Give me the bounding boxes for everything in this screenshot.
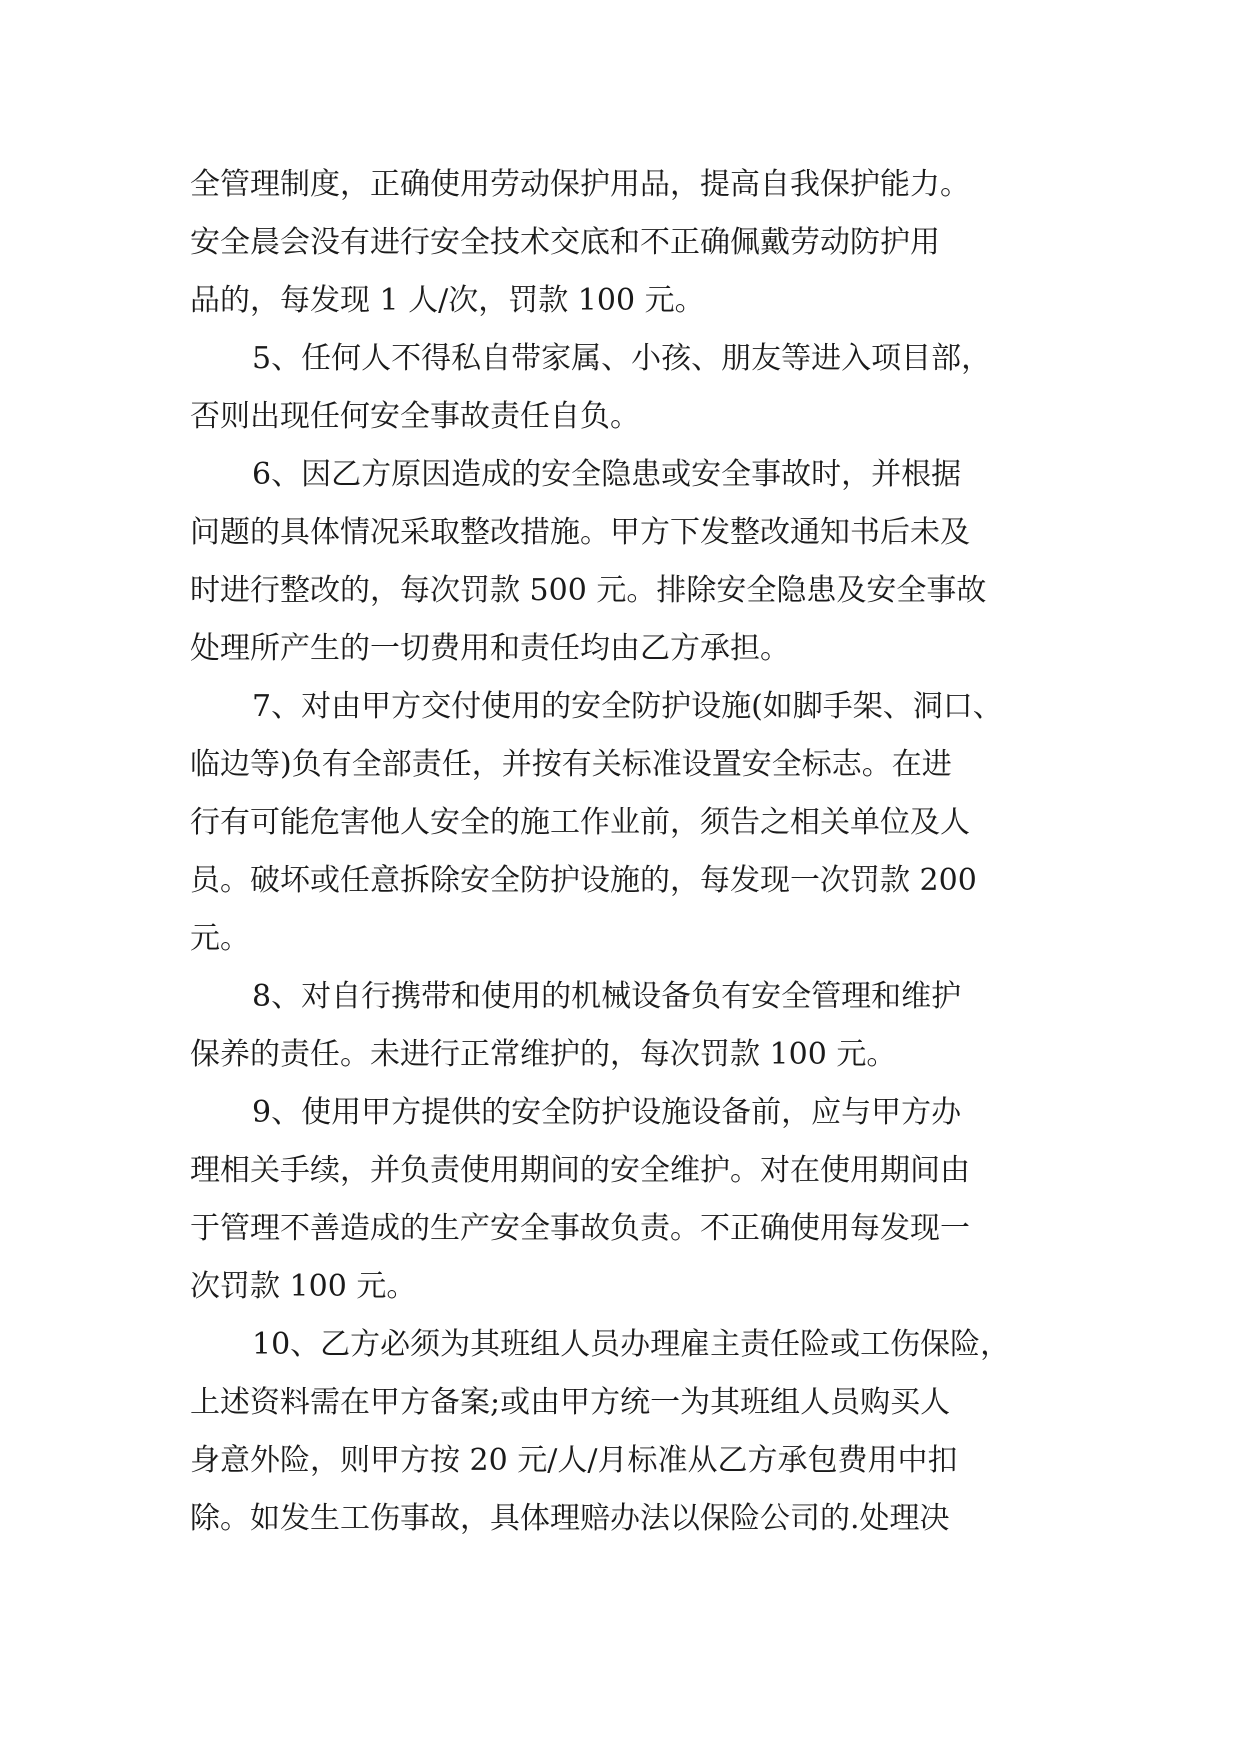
text-line <box>0 968 1241 1026</box>
line-text: 品的，每发现 1 人/次，罚款 100 元。 <box>190 283 705 318</box>
text-line <box>0 272 1241 330</box>
line-text: 次罚款 100 元。 <box>190 1269 417 1304</box>
text-line <box>0 1432 1241 1490</box>
line-text: 7、对由甲方交付使用的安全防护设施(如脚手架、洞口、 <box>252 689 1003 724</box>
text-line <box>0 156 1241 214</box>
line-text: 6、因乙方原因造成的安全隐患或安全事故时，并根据 <box>252 457 962 492</box>
text-line <box>0 910 1241 968</box>
line-text: 于管理不善造成的生产安全事故负责。不正确使用每发现一 <box>190 1211 970 1246</box>
text-line <box>0 1490 1241 1548</box>
line-text: 否则出现任何安全事故责任自负。 <box>190 399 640 434</box>
line-text: 临边等)负有全部责任，并按有关标准设置安全标志。在进 <box>190 747 952 782</box>
text-line <box>0 1200 1241 1258</box>
line-text: 理相关手续，并负责使用期间的安全维护。对在使用期间由 <box>190 1153 970 1188</box>
text-line <box>0 562 1241 620</box>
text-line <box>0 1374 1241 1432</box>
line-text: 5、任何人不得私自带家属、小孩、朋友等进入项目部， <box>252 341 992 376</box>
text-line <box>0 1026 1241 1084</box>
line-text: 安全晨会没有进行安全技术交底和不正确佩戴劳动防护用 <box>190 225 940 260</box>
text-line <box>0 736 1241 794</box>
line-text: 行有可能危害他人安全的施工作业前，须告之相关单位及人 <box>190 805 970 840</box>
text-line <box>0 1142 1241 1200</box>
line-text: 10、乙方必须为其班组人员办理雇主责任险或工伤保险， <box>252 1327 1011 1362</box>
text-line <box>0 852 1241 910</box>
text-line <box>0 1316 1241 1374</box>
line-text: 员。破坏或任意拆除安全防护设施的，每发现一次罚款 200 <box>190 863 977 898</box>
text-line <box>0 504 1241 562</box>
line-text: 上述资料需在甲方备案;或由甲方统一为其班组人员购买人 <box>190 1385 951 1420</box>
line-text: 元。 <box>190 921 250 956</box>
line-text: 处理所产生的一切费用和责任均由乙方承担。 <box>190 631 790 666</box>
line-text: 全管理制度，正确使用劳动保护用品，提高自我保护能力。 <box>190 167 970 202</box>
text-line <box>0 214 1241 272</box>
text-line <box>0 446 1241 504</box>
text-line <box>0 620 1241 678</box>
line-text: 9、使用甲方提供的安全防护设施设备前，应与甲方办 <box>252 1095 962 1130</box>
text-line <box>0 678 1241 736</box>
line-text: 身意外险，则甲方按 20 元/人/月标准从乙方承包费用中扣 <box>190 1443 958 1478</box>
line-text: 问题的具体情况采取整改措施。甲方下发整改通知书后未及 <box>190 515 970 550</box>
line-text: 8、对自行携带和使用的机械设备负有安全管理和维护 <box>252 979 962 1014</box>
line-text: 时进行整改的，每次罚款 500 元。排除安全隐患及安全事故 <box>190 573 987 608</box>
text-line <box>0 388 1241 446</box>
text-line <box>0 330 1241 388</box>
line-text: 除。如发生工伤事故，具体理赔办法以保险公司的.处理决 <box>190 1501 950 1536</box>
text-line <box>0 1258 1241 1316</box>
text-line <box>0 794 1241 852</box>
text-line <box>0 1084 1241 1142</box>
line-text: 保养的责任。未进行正常维护的，每次罚款 100 元。 <box>190 1037 897 1072</box>
